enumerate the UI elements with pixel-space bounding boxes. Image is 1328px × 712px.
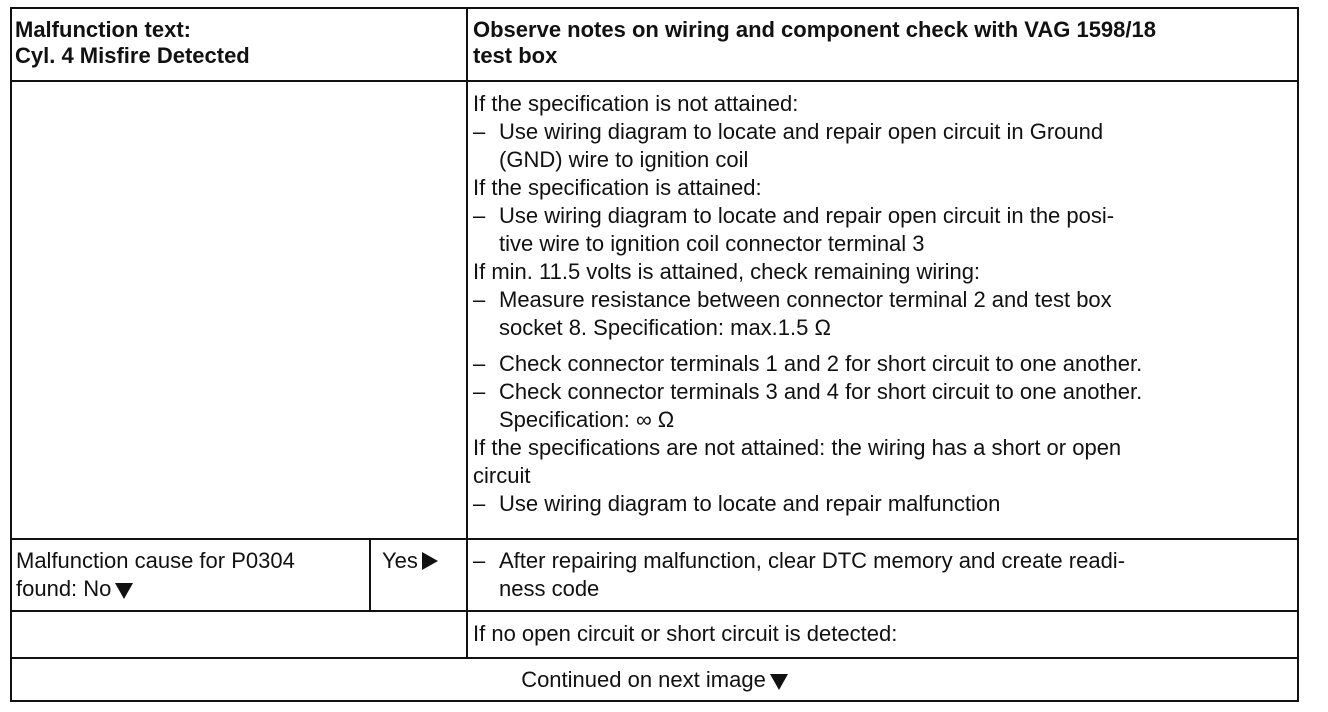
down-triangle-icon xyxy=(115,583,133,599)
step-measure-resistance-line2: socket 8. Specification: max.1.5 Ω xyxy=(499,315,831,340)
yes-action xyxy=(473,547,1293,603)
step-measure-resistance xyxy=(473,286,1293,342)
condition-specs-not-attained-line1: If the specifications are not attained: the wiring has a short or open xyxy=(473,435,1122,460)
step-check-terminals-3-4-line2: Specification: ∞ Ω xyxy=(499,407,675,432)
malfunction-text-value: Cyl. 4 Misfire Detected xyxy=(15,43,250,68)
malfunction-text-label: Malfunction text: xyxy=(15,17,191,42)
step-repair-ground-wire xyxy=(473,118,1293,174)
malfunction-cause-question-line2: found: No xyxy=(16,576,112,601)
condition-specs-not-attained-line2: circuit xyxy=(473,463,531,488)
footer-divider xyxy=(10,657,1299,659)
step-repair-ground-wire-line1: – Use wiring diagram to locate and repair open circuit in Ground xyxy=(499,119,1104,144)
no-fault-condition: If no open circuit or short circuit is detected: xyxy=(473,621,898,646)
step-clear-dtc-memory xyxy=(473,547,1293,603)
yes-branch xyxy=(382,547,462,575)
step-repair-malfunction: – Use wiring diagram to locate and repair malfunction xyxy=(473,490,1293,518)
cause-divider xyxy=(10,610,1299,612)
body-divider xyxy=(10,538,1299,540)
yes-column-divider xyxy=(369,538,371,611)
step-clear-dtc-memory-line1: – After repairing malfunction, clear DTC memory and create readi- xyxy=(499,548,1126,573)
continuation-note xyxy=(10,666,1299,694)
condition-not-attained: If the specification is not attained: xyxy=(473,91,799,116)
test-box-header xyxy=(473,17,1293,69)
malfunction-cause-question-line1: Malfunction cause for P0304 xyxy=(16,548,295,573)
column-divider xyxy=(466,7,468,658)
step-repair-positive-wire xyxy=(473,202,1293,258)
malfunction-text-header xyxy=(15,17,455,69)
down-triangle-icon xyxy=(770,674,788,690)
instruction-block xyxy=(473,90,1293,518)
step-check-terminals-1-2: – Check connector terminals 1 and 2 for short circuit to one another. xyxy=(473,350,1293,378)
test-box-header-line2: test box xyxy=(473,43,558,68)
continued-on-next-image-text: Continued on next image xyxy=(521,667,766,692)
header-divider xyxy=(10,80,1299,82)
condition-voltage-attained: If min. 11.5 volts is attained, check remaining wiring: xyxy=(473,259,981,284)
step-clear-dtc-memory-line2: ness code xyxy=(499,576,600,601)
step-measure-resistance-line1: – Measure resistance between connector terminal 2 and test box xyxy=(499,287,1112,312)
malfunction-cause-question xyxy=(16,547,366,603)
step-repair-positive-wire-line1: – Use wiring diagram to locate and repair open circuit in the posi- xyxy=(499,203,1115,228)
step-check-terminals-3-4 xyxy=(473,378,1293,434)
right-triangle-icon xyxy=(422,552,438,570)
condition-specs-not-attained xyxy=(473,434,1293,490)
yes-label: Yes xyxy=(382,548,418,573)
step-repair-positive-wire-line2: tive wire to ignition coil connector terminal 3 xyxy=(499,231,925,256)
test-box-header-line1: Observe notes on wiring and component check with VAG 1598/18 xyxy=(473,17,1156,42)
condition-attained: If the specification is attained: xyxy=(473,175,762,200)
step-repair-ground-wire-line2: (GND) wire to ignition coil xyxy=(499,147,749,172)
step-check-terminals-3-4-line1: – Check connector terminals 3 and 4 for short circuit to one another. xyxy=(499,379,1143,404)
